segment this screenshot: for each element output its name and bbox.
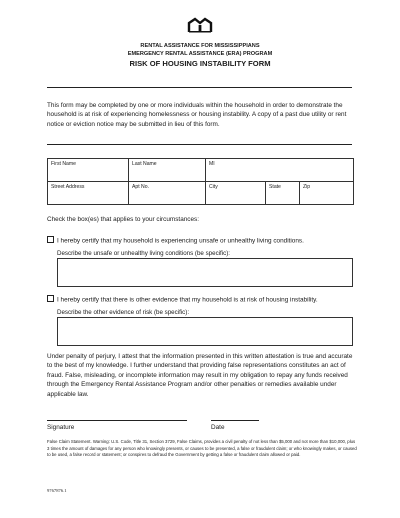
unsafe-conditions-label: I hereby certify that my household is experiencing unsafe or unhealthy living conditions.: [57, 237, 304, 245]
other-evidence-label: I hereby certify that there is other evidence that my household is at risk of housing instability.: [57, 296, 318, 304]
mhc-logo-icon: [186, 16, 214, 34]
city-field[interactable]: City: [206, 182, 266, 205]
program-subtitle: EMERGENCY RENTAL ASSISTANCE (ERA) PROGRAM: [127, 51, 273, 57]
middle-initial-field[interactable]: MI: [206, 159, 354, 182]
street-address-field[interactable]: Street Address: [48, 182, 129, 205]
form-title: RISK OF HOUSING INSTABILITY FORM: [129, 59, 271, 68]
last-name-field[interactable]: Last Name: [129, 159, 206, 182]
signature-line[interactable]: [47, 420, 187, 421]
program-name: RENTAL ASSISTANCE FOR MISSISSIPPIANS: [140, 43, 260, 49]
zip-field[interactable]: Zip: [300, 182, 354, 205]
first-name-field[interactable]: First Name: [48, 159, 129, 182]
check-prompt: Check the box(es) that applies to your circumstances:: [47, 216, 200, 223]
signature-label: Signature: [47, 424, 75, 431]
other-evidence-textbox[interactable]: [57, 317, 353, 346]
unsafe-conditions-describe-label: Describe the unsafe or unhealthy living conditions (be specific):: [57, 250, 230, 257]
attestation-text: Under penalty of perjury, I attest that the information presented in this written attestation is true and accurate to the best of my knowledge. I further understand that providing false representations constitutes an act of fraud. False, misleading, or incomplete information may result in my obligation to repay any funds received through the Emergency Rental Assistance Program and/or other penalties or remedies available under applicable law.: [47, 353, 353, 398]
state-field[interactable]: State: [266, 182, 300, 205]
apt-no-field[interactable]: Apt No.: [129, 182, 206, 205]
top-divider: [47, 87, 352, 88]
applicant-info-table: [47, 158, 354, 205]
unsafe-conditions-checkbox[interactable]: [47, 236, 54, 243]
intro-text: This form may be completed by one or more individuals within the household in order to demonstrate the household is at risk of experiencing homelessness or housing instability. A copy of a past due utility or rent notice or eviction notice may be submitted in lieu of this form.: [47, 102, 347, 128]
unsafe-conditions-textbox[interactable]: [57, 258, 353, 287]
date-line[interactable]: [211, 420, 259, 421]
intro-divider: [47, 144, 352, 145]
other-evidence-checkbox[interactable]: [47, 295, 54, 302]
option-unsafe-conditions: [47, 236, 304, 246]
form-id: 9767876.1: [47, 488, 67, 493]
false-claim-statement: False Claim Statement. Warning: U.S. Code, Title 31, Section 3729, False Claims, provides a civil penalty of not less than $5,000 and not more than $10,000, plus 3 times the amount of damages for any person who knowingly presents, or causes to be presented, a false or fraudulent claim; or who knowingly makes, or caused to be used, a false record or statement; or conspires to defraud the Government by getting a false or fraudulent claim allowed or paid.: [47, 439, 357, 457]
option-other-evidence: [47, 295, 318, 305]
other-evidence-describe-label: Describe the other evidence of risk (be specific):: [57, 309, 190, 316]
date-label: Date: [211, 424, 225, 431]
